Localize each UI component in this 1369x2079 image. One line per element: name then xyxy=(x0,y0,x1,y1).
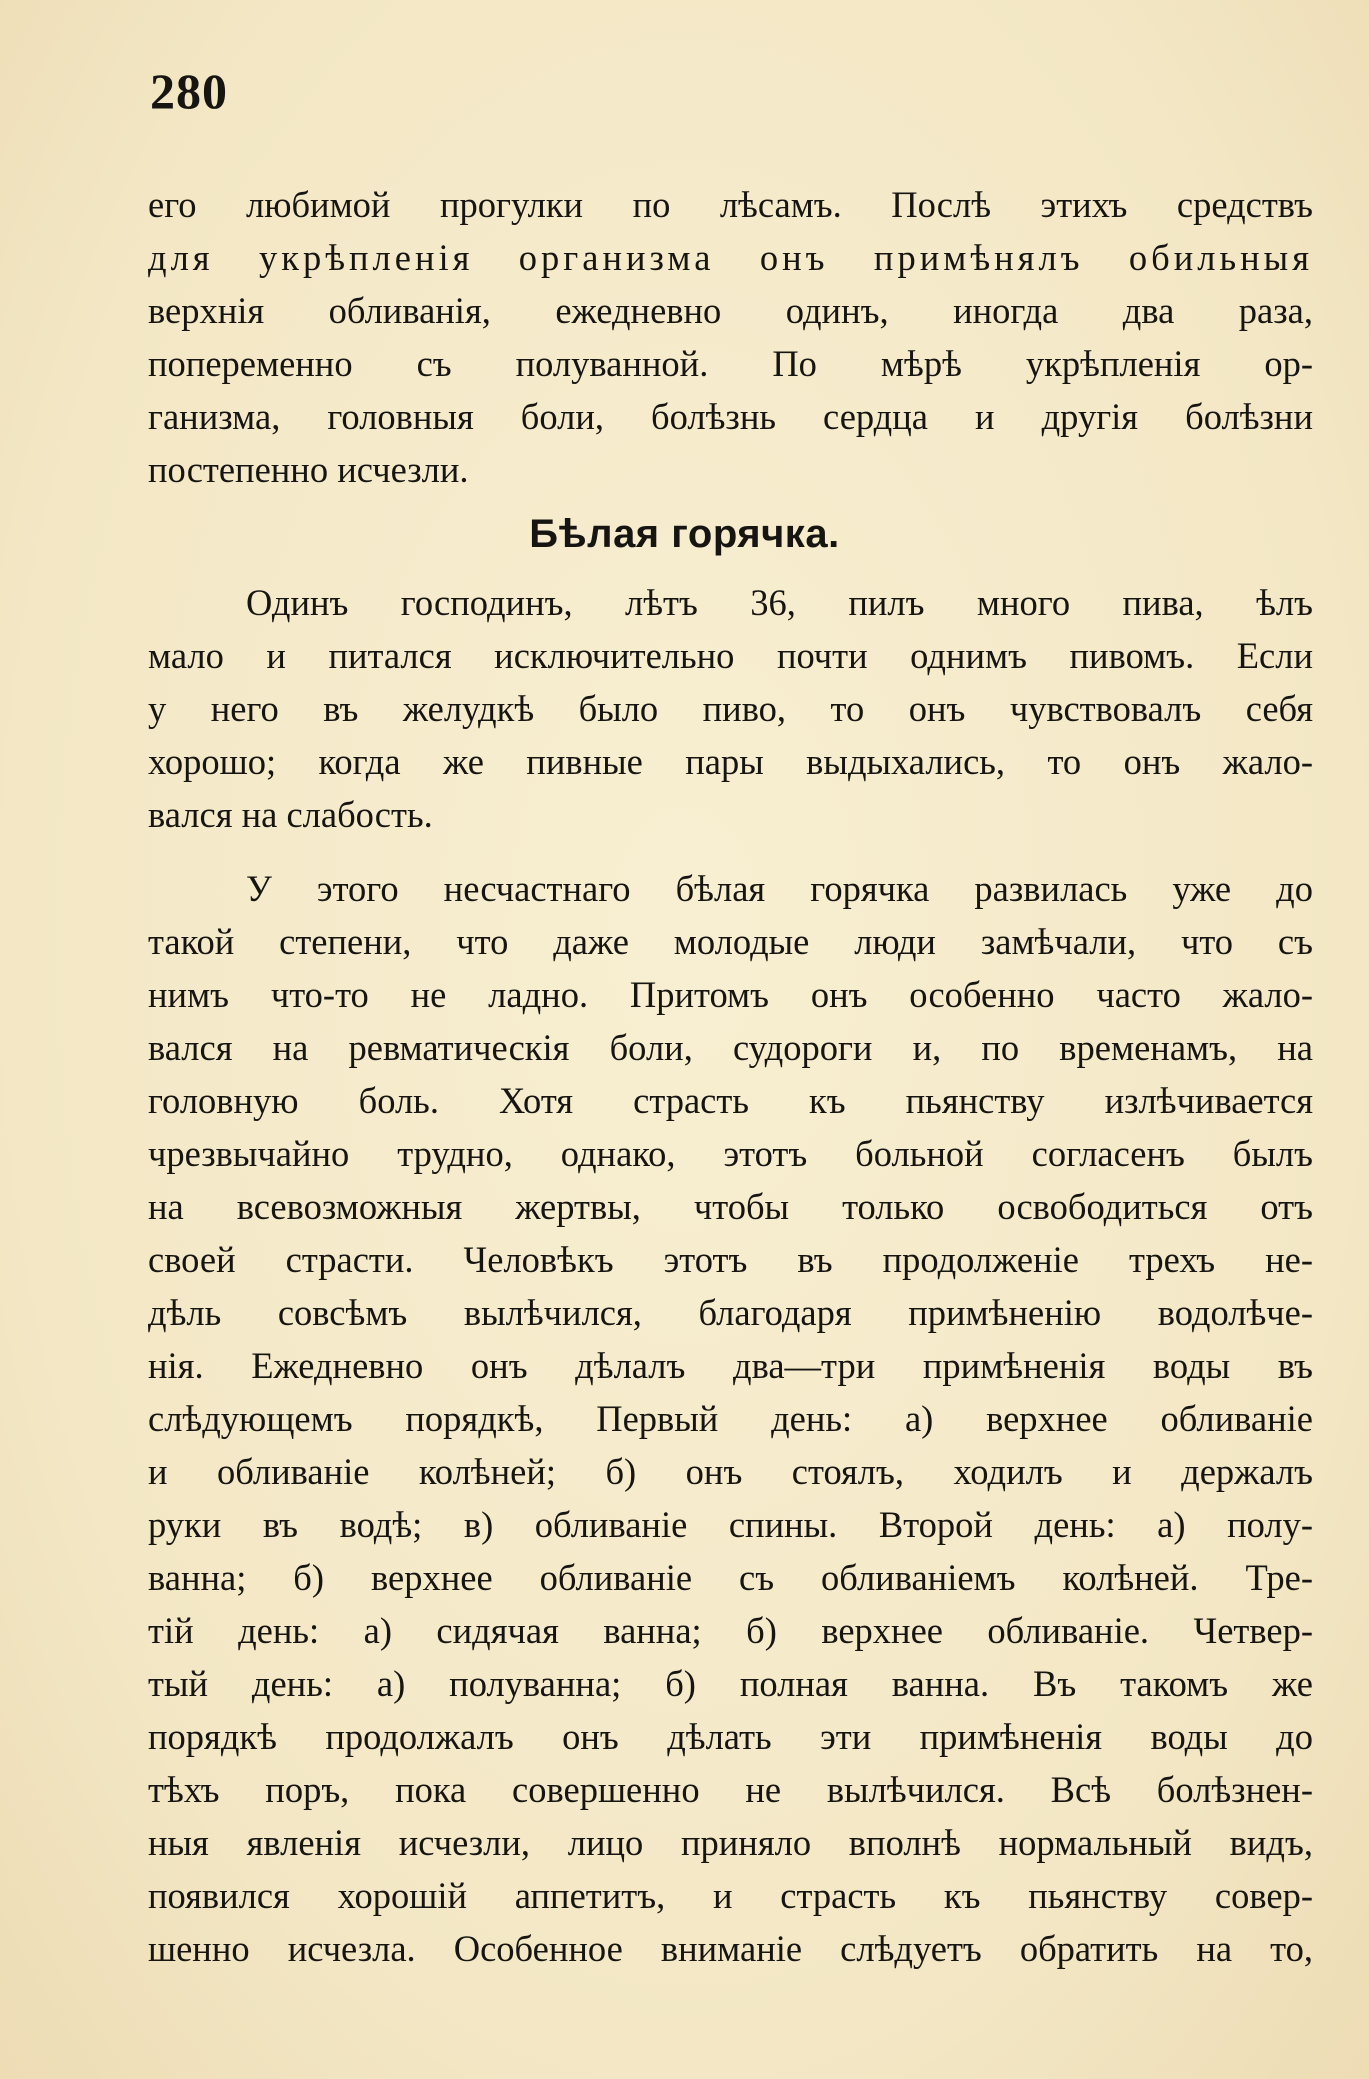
text-line: ганизма, головныя боли, болѣзнь сердца и другія болѣзни xyxy=(148,396,1313,437)
text-line: на всевозможныя жертвы, чтобы только освободиться отъ xyxy=(148,1186,1313,1227)
text-line: У этого несчастнаго бѣлая горячка развилась уже до xyxy=(246,868,1313,909)
text-line: вался на ревматическія боли, судороги и, по временамъ, на xyxy=(148,1027,1313,1068)
text-line: мало и питался исключительно почти однимъ пивомъ. Если xyxy=(148,635,1313,676)
text-line: вался на слабость. xyxy=(148,794,433,835)
text-line: ныя явленія исчезли, лицо приняло вполнѣ нормальный видъ, xyxy=(148,1822,1313,1863)
text-line: нимъ что-то не ладно. Притомъ онъ особенно часто жало- xyxy=(148,974,1313,1015)
text-line: у него въ желудкѣ было пиво, то онъ чувствовалъ себя xyxy=(148,688,1313,729)
paragraph-1 xyxy=(148,178,1313,496)
text-line: его любимой прогулки по лѣсамъ. Послѣ этихъ средствъ xyxy=(148,184,1313,225)
text-line: для укрѣпленія организма онъ примѣнялъ обильныя xyxy=(148,237,1313,278)
text-line: ванна; б) верхнее обливаніе съ обливаніемъ колѣней. Тре- xyxy=(148,1557,1313,1598)
page-number: 280 xyxy=(150,63,228,119)
text-line: тій день: а) сидячая ванна; б) верхнее обливаніе. Четвер- xyxy=(148,1610,1313,1651)
paragraph-3 xyxy=(148,862,1313,1975)
text-line: постепенно исчезли. xyxy=(148,449,469,490)
text-line: своей страсти. Человѣкъ этотъ въ продолженіе трехъ не- xyxy=(148,1239,1313,1280)
text-line: порядкѣ продолжалъ онъ дѣлать эти примѣненія воды до xyxy=(148,1716,1313,1757)
text-line: тѣхъ поръ, пока совершенно не вылѣчился. Всѣ болѣзнен- xyxy=(148,1769,1313,1810)
text-line: чрезвычайно трудно, однако, этотъ больной согласенъ былъ xyxy=(148,1133,1313,1174)
text-line: нія. Ежедневно онъ дѣлалъ два—три примѣненія воды въ xyxy=(148,1345,1313,1386)
text-line: руки въ водѣ; в) обливаніе спины. Второй день: а) полу- xyxy=(148,1504,1313,1545)
text-line: попеременно съ полуванной. По мѣрѣ укрѣпленія ор- xyxy=(148,343,1313,384)
text-line: верхнія обливанія, ежедневно одинъ, иногда два раза, xyxy=(148,290,1313,331)
text-line: дѣль совсѣмъ вылѣчился, благодаря примѣненію водолѣче- xyxy=(148,1292,1313,1333)
text-line: шенно исчезла. Особенное вниманіе слѣдуетъ обратить на то, xyxy=(148,1928,1313,1969)
text-line: Одинъ господинъ, лѣтъ 36, пилъ много пива, ѣлъ xyxy=(246,582,1313,623)
text-line: слѣдующемъ порядкѣ, Первый день: а) верхнее обливаніе xyxy=(148,1398,1313,1439)
text-line: появился хорошій аппетитъ, и страсть къ пьянству совер- xyxy=(148,1875,1313,1916)
text-line: тый день: а) полуванна; б) полная ванна. Въ такомъ же xyxy=(148,1663,1313,1704)
text-line: хорошо; когда же пивные пары выдыхались, то онъ жало- xyxy=(148,741,1313,782)
text-line: головную боль. Хотя страсть къ пьянству излѣчивается xyxy=(148,1080,1313,1121)
text-line: и обливаніе колѣней; б) онъ стоялъ, ходилъ и держалъ xyxy=(148,1451,1313,1492)
paragraph-2 xyxy=(148,576,1313,841)
text-line: такой степени, что даже молодые люди замѣчали, что съ xyxy=(148,921,1313,962)
section-heading: Бѣлая горячка. xyxy=(529,512,840,556)
